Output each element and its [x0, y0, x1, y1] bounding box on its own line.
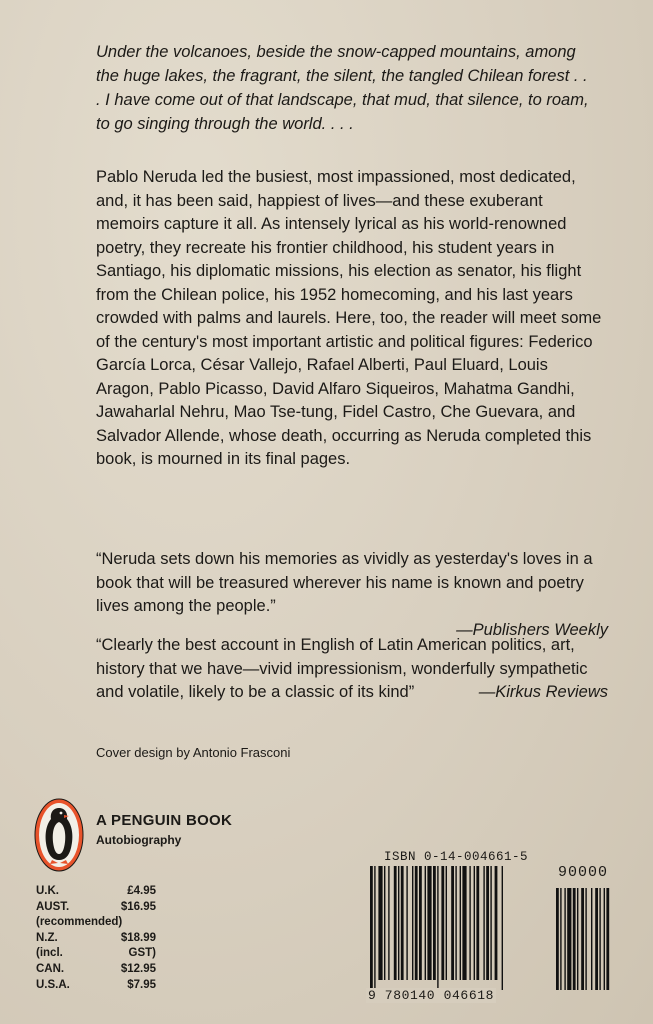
price-row: N.Z. $18.99	[36, 931, 156, 944]
barcode-bar	[433, 866, 436, 980]
barcode-bar	[394, 866, 397, 980]
barcode-bar	[495, 866, 498, 980]
price-row: AUST. $16.95	[36, 900, 156, 913]
barcode-addon-bar	[567, 888, 571, 990]
barcode-bar	[388, 866, 389, 980]
book-category: Autobiography	[96, 833, 182, 847]
barcode-bar	[446, 866, 447, 980]
price-row: U.K. £4.95	[36, 885, 156, 897]
barcode-price-code: 90000	[558, 864, 609, 881]
barcode-bar	[462, 866, 466, 980]
barcode-bar	[384, 866, 385, 980]
barcode-addon-bar	[581, 888, 584, 990]
barcode-digits: 9 780140 046618	[368, 988, 495, 1003]
barcode-bars	[368, 866, 630, 990]
barcode	[368, 866, 630, 1006]
barcode-bar	[455, 866, 456, 980]
barcode-bar	[460, 866, 461, 980]
isbn-number: ISBN 0-14-004661-5	[384, 850, 529, 864]
epigraph: Under the volcanoes, beside the snow-capped mountains, among the huge lakes, the fragrant, the silent, the tangled Chilean forest . . . I have come out of that landscape, that mud, that silence, to roam, to go singing through the world. . . .	[96, 43, 589, 133]
review-quote-source: —Kirkus Reviews	[478, 683, 608, 701]
barcode-bar	[469, 866, 470, 980]
review-quote-kirkus	[96, 634, 608, 705]
barcode-bar	[474, 866, 475, 980]
review-quote-text: “Neruda sets down his memories as vividly as yesterday's loves in a book that will be treasured wherever his name is known and poetry lives among the people.”	[96, 550, 593, 615]
barcode-addon-bar	[556, 888, 559, 990]
barcode-bar	[370, 866, 373, 990]
barcode-addon-bar	[595, 888, 598, 990]
price-row: (recommended)	[36, 916, 123, 929]
barcode-addon-bar	[604, 888, 605, 990]
barcode-addon-bar	[560, 888, 561, 990]
review-quote-source: —Publishers Weekly	[456, 620, 608, 639]
barcode-bar	[401, 866, 404, 980]
penguin-logo-icon	[34, 798, 84, 872]
barcode-bar	[490, 866, 491, 980]
barcode-bar	[437, 866, 438, 990]
barcode-bar	[451, 866, 454, 980]
barcode-bar	[406, 866, 407, 980]
price-list	[36, 884, 156, 993]
book-description: Pablo Neruda led the busiest, most impassioned, most dedicated, and, it has been said, happiest of lives—and these exuberant memoirs capture it all. As intensely lyrical as his world-renowned poetry, they recreate his frontier childhood, his student years in Santiago, his diplomatic missions, his election as senator, his flight from the Chilean police, his 1952 homecoming, and his last years crowded with palms and laurels. Here, too, the reader will meet some of the century's most important artistic and political figures: Federico García Lorca, César Vallejo, Rafael Alberti, Paul Eluard, Louis Aragon, Pablo Picasso, David Alfaro Siqueiros, Mahatma Gandhi, Jawaharlal Nehru, Mao Tse-tung, Fidel Castro, Che Guevara, and Salvador Allende, whose death, occurring as Neruda completed this book, is mourned in its final pages.	[96, 168, 602, 468]
barcode-bar	[486, 866, 489, 980]
barcode-addon-bar	[606, 888, 609, 990]
barcode-bar	[398, 866, 399, 980]
price-row: U.S.A. $7.95	[36, 978, 156, 991]
barcode-bar	[427, 866, 431, 980]
barcode-addon-bar	[585, 888, 586, 990]
barcode-bar	[415, 866, 418, 980]
barcode-addon-bar	[591, 888, 592, 990]
barcode-bar	[378, 866, 382, 980]
barcode-addon-bar	[564, 888, 565, 990]
barcode-bar	[476, 866, 479, 980]
price-row: CAN. $12.95	[36, 962, 156, 975]
barcode-bar	[441, 866, 444, 980]
review-quote-publishers-weekly	[96, 548, 608, 642]
barcode-bar	[419, 866, 422, 980]
review-quote-text: “Clearly the best account in English of Latin American politics, art, history that we have—vivid impressionism, wonderfully sympathetic and volatile, likely to be a classic of its kind”	[96, 636, 588, 701]
barcode-bar	[483, 866, 484, 980]
barcode-addon-bar	[599, 888, 600, 990]
barcode-bar	[374, 866, 375, 990]
publisher-name: A PENGUIN BOOK	[96, 812, 233, 829]
cover-credit: Cover design by Antonio Frasconi	[96, 745, 291, 760]
price-row: (incl. GST)	[36, 947, 156, 960]
barcode-addon-bar	[577, 888, 578, 990]
barcode-bar	[425, 866, 426, 980]
barcode-addon-bar	[573, 888, 576, 990]
barcode-bar	[412, 866, 413, 980]
publisher-block	[96, 812, 232, 847]
barcode-bar	[502, 866, 503, 990]
